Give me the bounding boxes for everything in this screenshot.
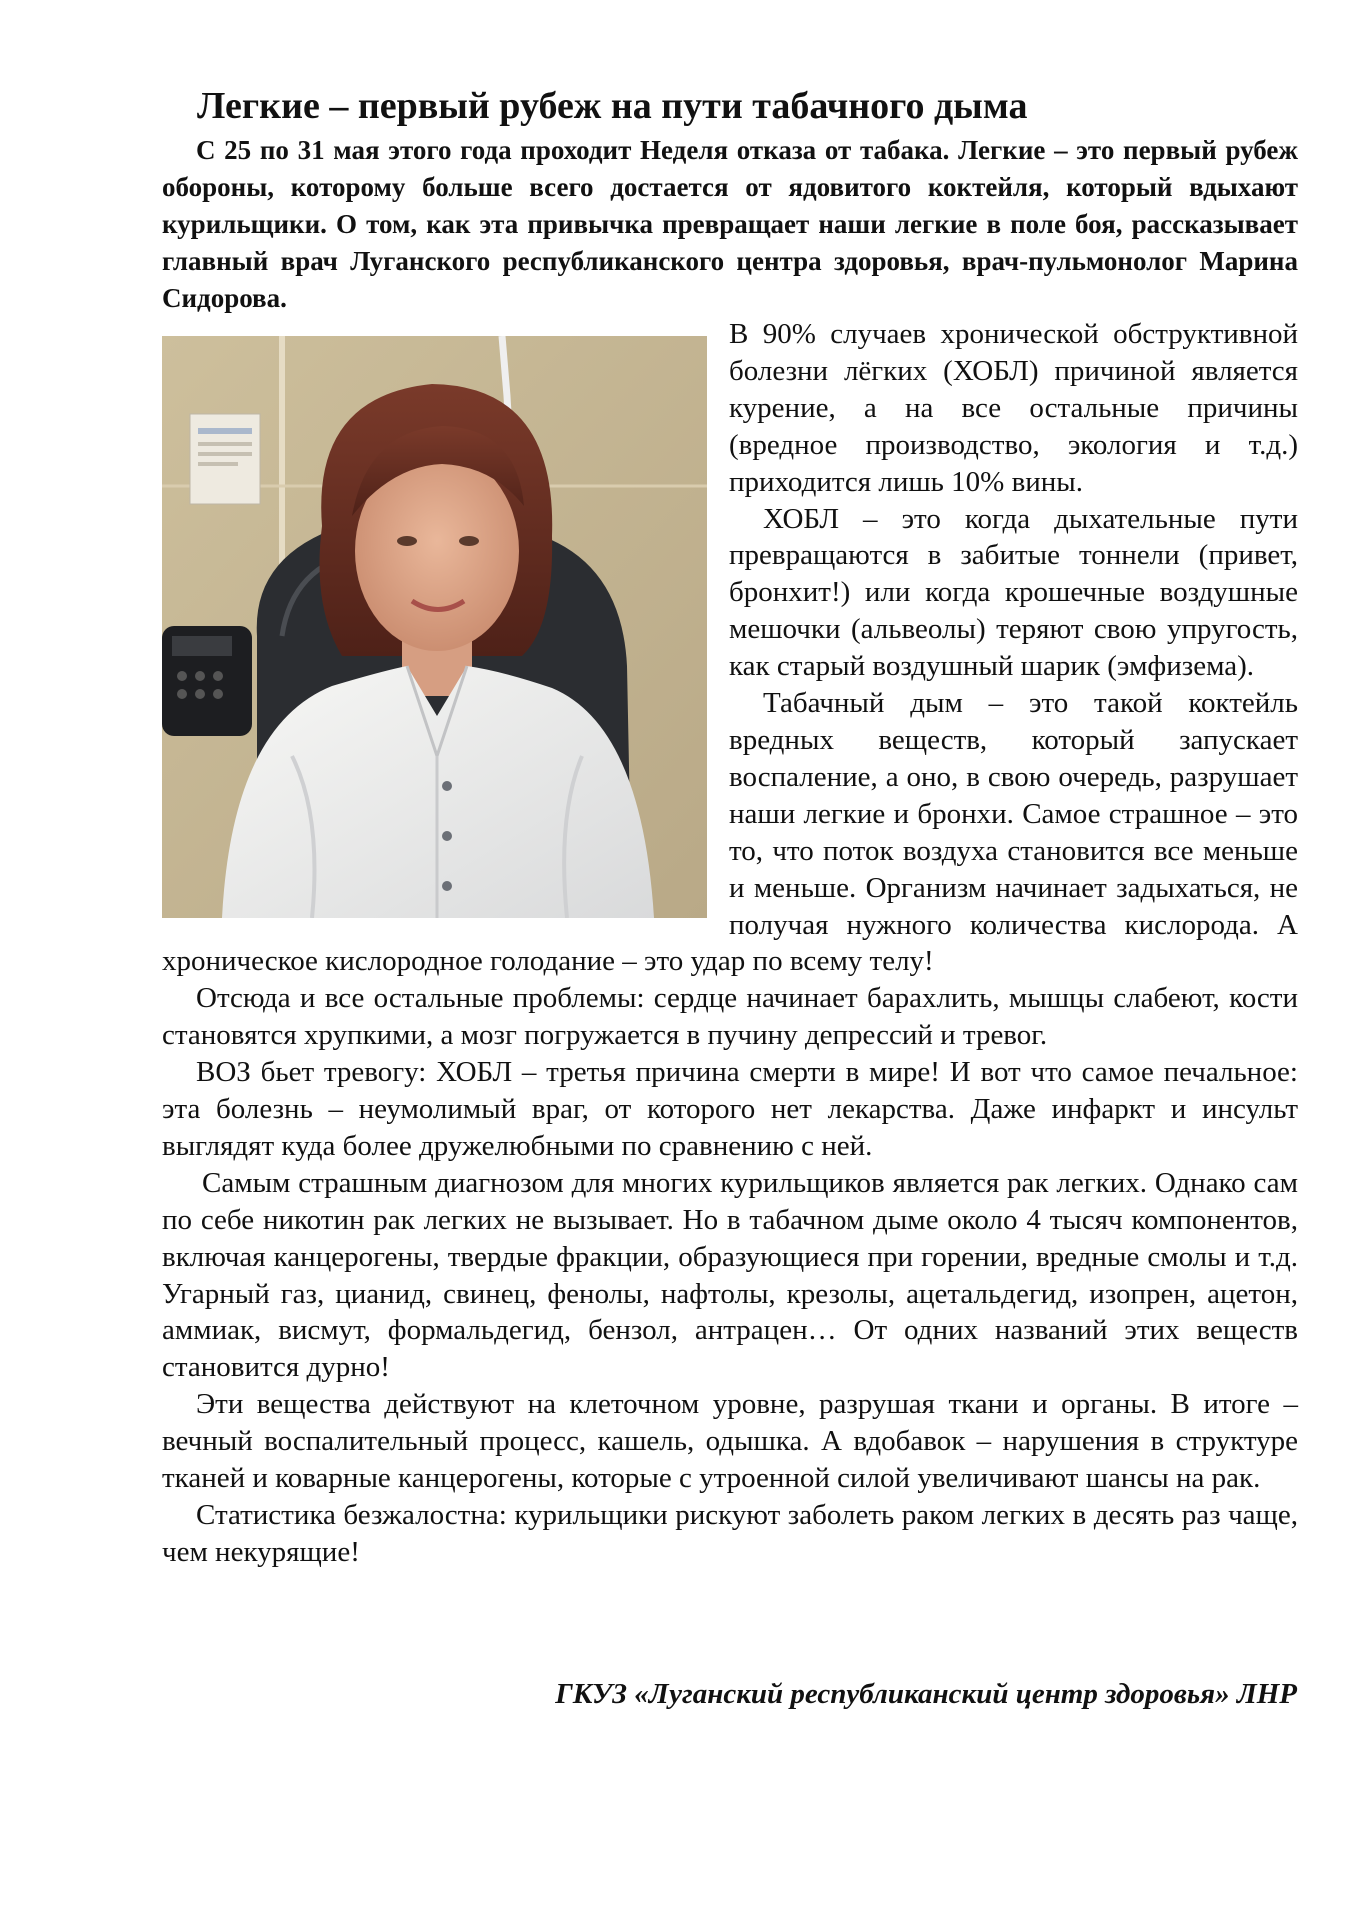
doctor-photo [162,336,707,918]
article-body [162,316,1298,1571]
article-lead: С 25 по 31 мая этого года проходит Неделя отказа от табака. Легкие – это первый рубеж обороны, которому больше всего достается от ядовитого коктейля, который вдыхают курильщики. О том, как эта привычка превращает наши легкие в поле боя, рассказывает главный врач Луганского республиканского центра здоровья, врач-пульмонолог Марина Сидорова. [162,135,1298,313]
body-paragraph: Самым страшным диагнозом для многих курильщиков является рак легких. Однако сам по себе никотин рак легких не вызывает. Но в табачном дыме около 4 тысяч компонентов, включая канцерогены, твердые фракции, образующиеся при горении, вредные смолы и т.д. Угарный газ, цианид, свинец, фенолы, нафтолы, крезолы, ацетальдегид, изопрен, ацетон, аммиак, висмут, формальдегид, бензол, антрацен… От одних названий этих веществ становится дурно! [162,1166,1298,1384]
body-paragraph: Табачный дым – это такой коктейль вредных веществ, который запускает воспаление, а оно, в свою очередь, разрушает наши легкие и бронхи. Самое страшное – это то, что поток воздуха становится все меньше и меньше. Организм начинает задыхаться, не получая нужного количества кислорода. А хроническое кислородное голодание – это удар по всему телу! [162,687,1298,978]
body-paragraph: Статистика безжалостна: курильщики рискуют заболеть раком легких в десять раз чаще, чем некурящие! [162,1499,1298,1568]
body-paragraph: В 90% случаев хронической обструктивной болезни лёгких (ХОБЛ) причиной является курение, а на все остальные причины (вредное производство, экология и т.д.) приходится лишь 10% вины. [729,318,1298,498]
body-paragraph: Отсюда и все остальные проблемы: сердце начинает барахлить, мышцы слабеют, кости становятся хрупкими, а мозг погружается в пучину депрессий и тревог. [162,982,1298,1052]
article-signature: ГКУЗ «Луганский республиканский центр здоровья» ЛНР [555,1678,1297,1710]
body-paragraph: ХОБЛ – это когда дыхательные пути превращаются в забитые тоннели (привет, бронхит!) или когда крошечные воздушные мешочки (альвеолы) теряют свою упругость, как старый воздушный шарик (эмфизема). [729,502,1298,683]
body-paragraph: ВОЗ бьет тревогу: ХОБЛ – третья причина смерти в мире! И вот что самое печальное: эта болезнь – неумолимый враг, от которого нет лекарства. Даже инфаркт и инсульт выглядят куда более дружелюбными по сравнению с ней. [162,1056,1298,1162]
article-title: Легкие – первый рубеж на пути табачного дыма [197,85,1028,127]
body-paragraph: Эти вещества действуют на клеточном уровне, разрушая ткани и органы. В итоге – вечный воспалительный процесс, кашель, одышка. А вдобавок – нарушения в структуре тканей и коварные канцерогены, которые с утроенной силой увеличивают шансы на рак. [162,1388,1298,1495]
